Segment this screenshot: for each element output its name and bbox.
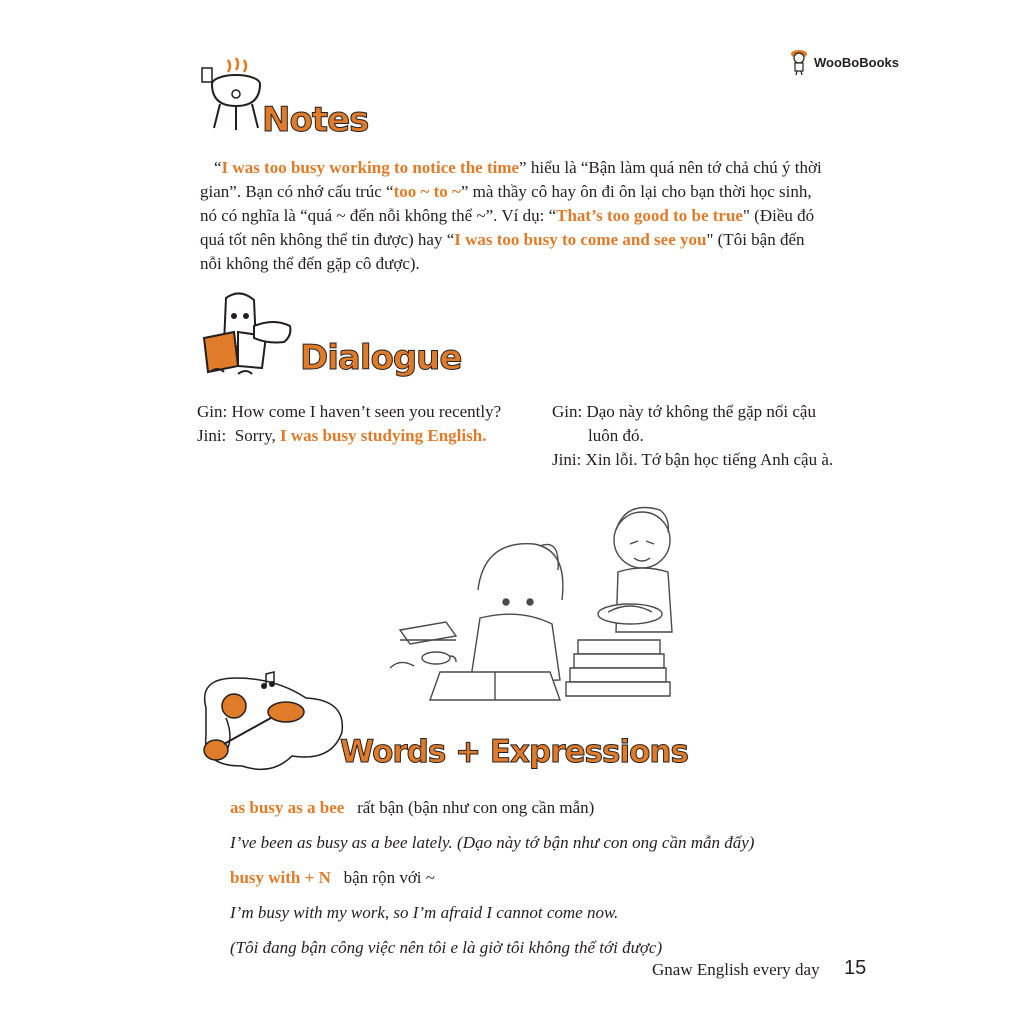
dialogue-line: Jini: Sorry, I was busy studying English. — [197, 426, 487, 445]
expression-meaning: bận rộn với ~ — [343, 868, 435, 887]
grill-icon — [198, 54, 270, 134]
dialogue-line: Gin: How come I haven’t seen you recently? — [197, 402, 502, 421]
book-title: Gnaw English every day — [652, 960, 820, 979]
notes-line: nỗi không thể đến gặp cô được). — [200, 254, 420, 273]
speaker: Gin: — [552, 402, 583, 421]
notes-highlight: I was too busy to come and see you — [454, 230, 707, 249]
notes-line: gian”. Bạn có nhớ cấu trúc “too ~ to ~” mà thầy cô hay ôn đi ôn lại cho bạn thời học sinh, — [200, 182, 812, 201]
boy-mascot-icon — [788, 48, 810, 76]
expression-entry — [230, 796, 870, 831]
speaker: Gin: — [197, 402, 228, 421]
speaker: Jini: — [197, 426, 227, 445]
notes-title: Notes — [262, 100, 369, 140]
notes-line: nó có nghĩa là “quá ~ đến nỗi không thể ~”. Ví dụ: “That’s too good to be true" (Điều đó — [200, 206, 815, 225]
page-number: 15 — [844, 957, 867, 979]
brand-logo — [788, 48, 899, 76]
guitar-character-icon — [196, 668, 346, 776]
expression-meaning: rất bận (bận như con ong cần mẫn) — [357, 798, 595, 817]
dialogue-english — [197, 400, 547, 448]
dialogue-line-continued: luôn đó. — [588, 426, 644, 445]
words-list — [230, 796, 870, 966]
notes-line: “I was too busy working to notice the time” hiểu là “Bận làm quá nên tớ chả chú ý thời — [214, 158, 822, 177]
expression-entry — [230, 866, 870, 901]
reading-character-icon — [198, 290, 298, 382]
expression-term: busy with + N — [230, 868, 331, 887]
words-title: Words + Expressions — [340, 734, 688, 770]
expression-example: (Tôi đang bận công việc nên tôi e là giờ tôi không thể tới được) — [230, 938, 663, 957]
brand-name: WooBoBooks — [814, 54, 899, 70]
speaker: Jini: — [552, 450, 582, 469]
expression-term: as busy as a bee — [230, 798, 345, 817]
expression-example: I’ve been as busy as a bee lately. (Dạo này tớ bận như con ong cần mẫn đấy) — [230, 833, 755, 852]
dialogue-line: Jini: Xin lỗi. Tớ bận học tiếng Anh cậu à. — [552, 450, 834, 469]
notes-highlight: too ~ to ~ — [393, 182, 461, 201]
expression-example: I’m busy with my work, so I’m afraid I cannot come now. — [230, 903, 619, 922]
dialogue-title: Dialogue — [300, 338, 462, 378]
studying-kids-illustration — [360, 490, 700, 710]
dialogue-line: Gin: Dạo này tớ không thể gặp nổi cậu — [552, 402, 816, 421]
notes-paragraph — [200, 156, 880, 276]
notes-highlight: That’s too good to be true — [556, 206, 743, 225]
notes-highlight: I was too busy working to notice the time — [221, 158, 520, 177]
notes-line: quá tốt nên không thể tin được) hay “I was too busy to come and see you" (Tôi bận đến — [200, 230, 805, 249]
dialogue-highlight: I was busy studying English. — [279, 426, 487, 445]
dialogue-vietnamese — [552, 400, 892, 472]
